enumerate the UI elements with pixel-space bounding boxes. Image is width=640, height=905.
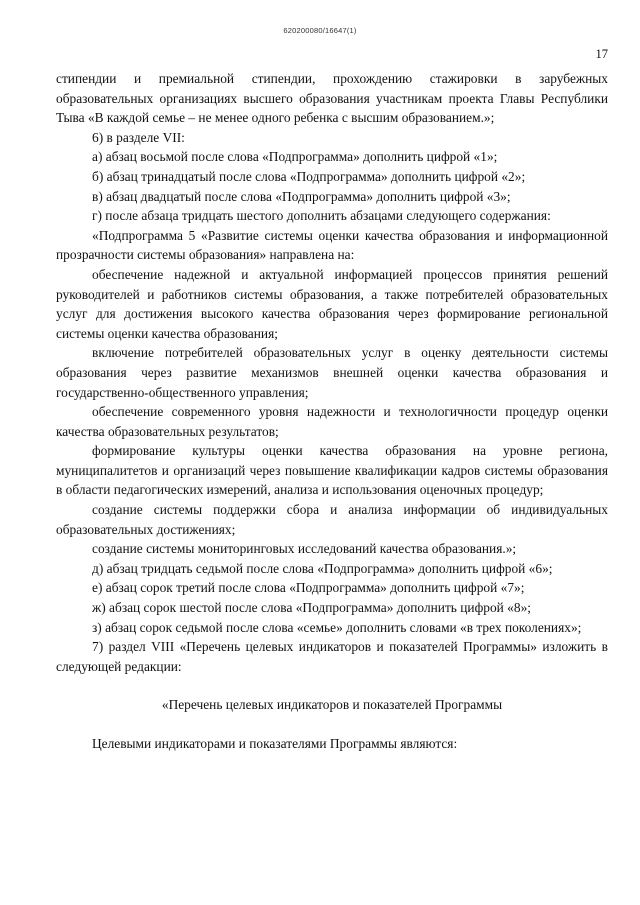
- paragraph-9: включение потребителей образовательных услуг в оценку деятельности системы образования через развитие механизмов внешней оценки качества образования и государственно-общественного управления;: [56, 345, 608, 400]
- paragraph-17: з) абзац сорок седьмой после слова «семье» дополнить словами «в трех поколениях»;: [92, 619, 582, 635]
- paragraph-2: 6) в разделе VII:: [92, 129, 185, 145]
- paragraph-10: обеспечение современного уровня надежности и технологичности процедур оценки качества образовательных результатов;: [56, 404, 608, 439]
- closing-paragraph: Целевыми индикаторами и показателями Программы являются:: [92, 736, 458, 751]
- paragraph-3: а) абзац восьмой после слова «Подпрограмма» дополнить цифрой «1»;: [92, 149, 498, 165]
- document-code: 620200080/16647(1): [283, 26, 357, 35]
- paragraph-11: формирование культуры оценки качества образования на уровне региона, муниципалитетов и организаций через повышение квалификации кадров системы образования в области педагогических измерений, анализа и использования оценочных процедур;: [56, 443, 608, 498]
- page-number: 17: [595, 47, 608, 61]
- paragraph-6: г) после абзаца тридцать шестого дополнить абзацами следующего содержания:: [92, 208, 551, 224]
- paragraph-8: обеспечение надежной и актуальной информацией процессов принятия решений руководителей и работников системы образования, а также потребителей образовательных услуг для достижения высокого качества образования через формирование региональной системы оценки качества образования;: [56, 266, 608, 341]
- section-title: «Перечень целевых индикаторов и показателей Программы: [161, 697, 503, 713]
- paragraph-5: в) абзац двадцатый после слова «Подпрограмма» дополнить цифрой «3»;: [92, 188, 511, 204]
- paragraph-18: 7) раздел VIII «Перечень целевых индикаторов и показателей Программы» изложить в следующей редакции:: [56, 639, 608, 674]
- paragraph-14: д) абзац тридцать седьмой после слова «Подпрограмма» дополнить цифрой «6»;: [92, 560, 553, 576]
- paragraph-15: е) абзац сорок третий после слова «Подпрограмма» дополнить цифрой «7»;: [92, 580, 525, 596]
- paragraph-12: создание системы поддержки сбора и анализа информации об индивидуальных образовательных достижениях;: [56, 502, 608, 537]
- paragraph-13: создание системы мониторинговых исследований качества образования.»;: [92, 541, 517, 557]
- document-body: [56, 69, 608, 754]
- paragraph-4: б) абзац тринадцатый после слова «Подпрограмма» дополнить цифрой «2»;: [92, 168, 526, 184]
- paragraph-1: стипендии и премиальной стипендии, прохождению стажировки в зарубежных образовательных организациях высшего образования участникам проекта Главы Республики Тыва «В каждой семье – не менее одного ребенка с высшим образованием.»;: [56, 71, 608, 126]
- paragraph-16: ж) абзац сорок шестой после слова «Подпрограмма» дополнить цифрой «8»;: [92, 600, 531, 616]
- paragraph-7: «Подпрограмма 5 «Развитие системы оценки качества образования и информационной прозрачности системы образования» направлена на:: [56, 227, 608, 263]
